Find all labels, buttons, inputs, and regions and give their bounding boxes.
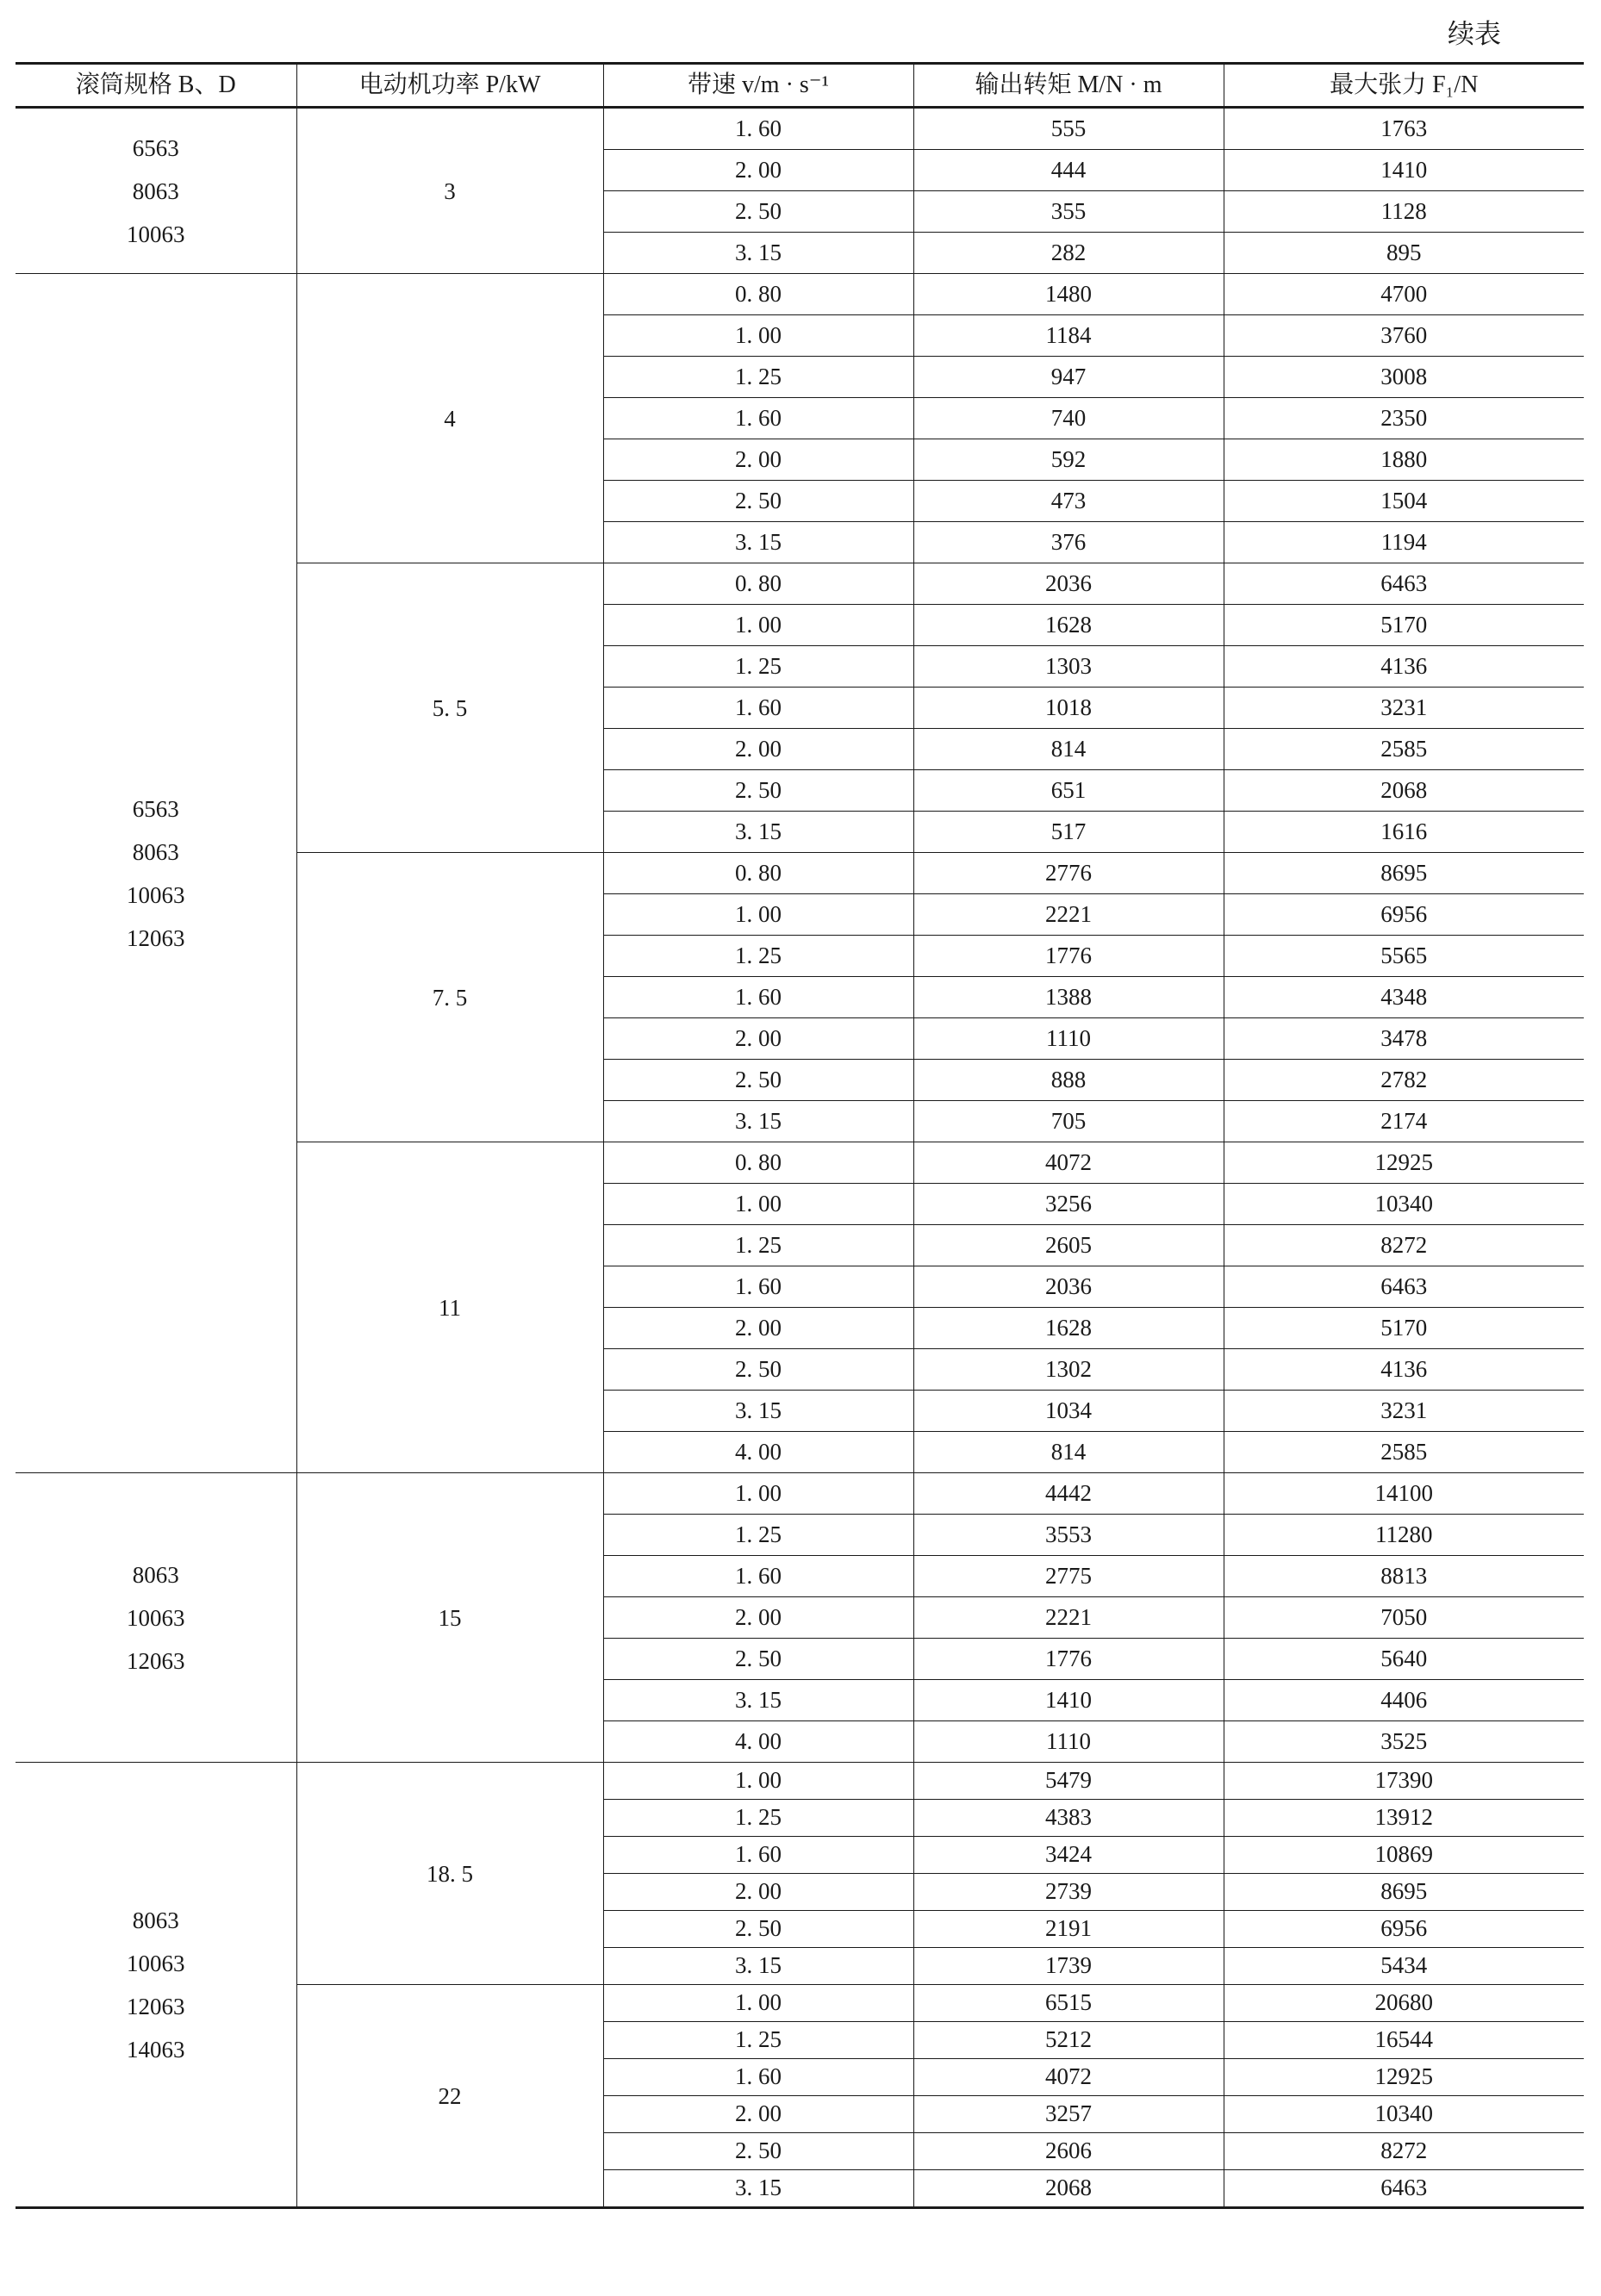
max-tension-cell: 6463 [1224, 2170, 1584, 2208]
max-tension-cell: 5565 [1224, 936, 1584, 977]
belt-speed-cell: 2. 50 [603, 191, 913, 233]
output-torque-cell: 517 [913, 812, 1224, 853]
motor-power-cell: 4 [296, 274, 603, 563]
max-tension-cell: 3760 [1224, 315, 1584, 357]
output-torque-cell: 740 [913, 398, 1224, 439]
motor-power-cell: 15 [296, 1473, 603, 1763]
output-torque-cell: 555 [913, 108, 1224, 150]
max-tension-cell: 7050 [1224, 1597, 1584, 1639]
belt-speed-cell: 3. 15 [603, 1680, 913, 1721]
drum-spec-value: 6563 [132, 795, 179, 822]
max-tension-cell: 4700 [1224, 274, 1584, 315]
max-tension-cell: 5640 [1224, 1639, 1584, 1680]
output-torque-cell: 1776 [913, 1639, 1224, 1680]
belt-speed-cell: 3. 15 [603, 233, 913, 274]
max-tension-cell: 17390 [1224, 1763, 1584, 1800]
output-torque-cell: 2191 [913, 1911, 1224, 1948]
output-torque-cell: 3256 [913, 1184, 1224, 1225]
belt-speed-cell: 1. 00 [603, 1184, 913, 1225]
belt-speed-cell: 0. 80 [603, 563, 913, 605]
belt-speed-cell: 1. 00 [603, 1763, 913, 1800]
max-tension-cell: 1128 [1224, 191, 1584, 233]
output-torque-cell: 814 [913, 1432, 1224, 1473]
max-tension-cell: 2585 [1224, 1432, 1584, 1473]
header-row [16, 64, 1584, 108]
output-torque-cell: 2221 [913, 894, 1224, 936]
belt-speed-cell: 1. 60 [603, 977, 913, 1018]
belt-speed-cell: 1. 60 [603, 108, 913, 150]
max-tension-cell: 8813 [1224, 1556, 1584, 1597]
header-drum-spec: 滚筒规格 B、D [16, 64, 296, 108]
max-tension-cell: 5170 [1224, 1308, 1584, 1349]
belt-speed-cell: 2. 00 [603, 1018, 913, 1060]
output-torque-cell: 1739 [913, 1948, 1224, 1985]
output-torque-cell: 2221 [913, 1597, 1224, 1639]
belt-speed-cell: 2. 00 [603, 2096, 913, 2133]
output-torque-cell: 2606 [913, 2133, 1224, 2170]
max-tension-cell: 10340 [1224, 2096, 1584, 2133]
table-row [16, 1763, 1584, 1800]
max-tension-cell: 1194 [1224, 522, 1584, 563]
max-tension-cell: 6956 [1224, 894, 1584, 936]
belt-speed-cell: 2. 50 [603, 770, 913, 812]
belt-speed-cell: 1. 25 [603, 1225, 913, 1266]
table-row [16, 274, 1584, 315]
output-torque-cell: 444 [913, 150, 1224, 191]
table-body-compact [16, 1763, 1584, 2208]
drum-spec-value: 10063 [127, 1604, 185, 1631]
output-torque-cell: 1480 [913, 274, 1224, 315]
belt-speed-cell: 2. 00 [603, 729, 913, 770]
max-tension-cell: 6956 [1224, 1911, 1584, 1948]
belt-speed-cell: 1. 25 [603, 646, 913, 688]
continued-label: 续表 [1448, 19, 1501, 49]
belt-speed-cell: 1. 25 [603, 2022, 913, 2059]
belt-speed-cell: 0. 80 [603, 853, 913, 894]
drum-spec-value: 12063 [127, 924, 185, 951]
max-tension-cell: 14100 [1224, 1473, 1584, 1515]
output-torque-cell: 3257 [913, 2096, 1224, 2133]
belt-speed-cell: 2. 00 [603, 1308, 913, 1349]
output-torque-cell: 1776 [913, 936, 1224, 977]
belt-speed-cell: 4. 00 [603, 1432, 913, 1473]
motor-power-cell: 18. 5 [296, 1763, 603, 1985]
max-tension-cell: 1616 [1224, 812, 1584, 853]
max-tension-cell: 10340 [1224, 1184, 1584, 1225]
belt-speed-cell: 0. 80 [603, 1142, 913, 1184]
belt-speed-cell: 1. 60 [603, 398, 913, 439]
drum-spec-value: 10063 [127, 1950, 185, 1976]
output-torque-cell: 1628 [913, 1308, 1224, 1349]
output-torque-cell: 1388 [913, 977, 1224, 1018]
output-torque-cell: 4072 [913, 2059, 1224, 2096]
max-tension-cell: 6463 [1224, 563, 1584, 605]
belt-speed-cell: 1. 60 [603, 2059, 913, 2096]
output-torque-cell: 1302 [913, 1349, 1224, 1391]
drum-spec-value: 10063 [127, 881, 185, 908]
belt-speed-cell: 1. 00 [603, 1985, 913, 2022]
max-tension-cell: 1504 [1224, 481, 1584, 522]
belt-speed-cell: 2. 00 [603, 1874, 913, 1911]
max-tension-cell: 1410 [1224, 150, 1584, 191]
belt-speed-cell: 1. 60 [603, 688, 913, 729]
output-torque-cell: 1018 [913, 688, 1224, 729]
output-torque-cell: 3553 [913, 1515, 1224, 1556]
drum-spec-cell [16, 274, 296, 1473]
motor-power-cell: 3 [296, 108, 603, 274]
max-tension-cell: 2350 [1224, 398, 1584, 439]
max-tension-cell: 3008 [1224, 357, 1584, 398]
belt-speed-cell: 2. 50 [603, 2133, 913, 2170]
belt-speed-cell: 0. 80 [603, 274, 913, 315]
max-tension-cell: 3525 [1224, 1721, 1584, 1763]
output-torque-cell: 4442 [913, 1473, 1224, 1515]
output-torque-cell: 4072 [913, 1142, 1224, 1184]
table-row [16, 108, 1584, 150]
drum-spec-value: 14063 [127, 2036, 185, 2063]
drum-spec-table [16, 62, 1584, 2209]
output-torque-cell: 1410 [913, 1680, 1224, 1721]
belt-speed-cell: 2. 00 [603, 150, 913, 191]
output-torque-cell: 947 [913, 357, 1224, 398]
output-torque-cell: 1628 [913, 605, 1224, 646]
max-tension-cell: 4348 [1224, 977, 1584, 1018]
table-body [16, 108, 1584, 1763]
drum-spec-value: 8063 [132, 1907, 179, 1933]
max-tension-cell: 10869 [1224, 1837, 1584, 1874]
belt-speed-cell: 2. 00 [603, 1597, 913, 1639]
belt-speed-cell: 1. 00 [603, 605, 913, 646]
max-tension-cell: 4136 [1224, 1349, 1584, 1391]
max-tension-cell: 16544 [1224, 2022, 1584, 2059]
max-tension-cell: 3231 [1224, 1391, 1584, 1432]
output-torque-cell: 814 [913, 729, 1224, 770]
belt-speed-cell: 1. 25 [603, 936, 913, 977]
motor-power-cell: 5. 5 [296, 563, 603, 853]
max-tension-cell: 8695 [1224, 853, 1584, 894]
output-torque-cell: 1303 [913, 646, 1224, 688]
max-tension-cell: 12925 [1224, 2059, 1584, 2096]
output-torque-cell: 1034 [913, 1391, 1224, 1432]
drum-spec-cell [16, 108, 296, 274]
output-torque-cell: 2775 [913, 1556, 1224, 1597]
belt-speed-cell: 3. 15 [603, 522, 913, 563]
belt-speed-cell: 2. 50 [603, 1911, 913, 1948]
max-tension-cell: 4136 [1224, 646, 1584, 688]
output-torque-cell: 5479 [913, 1763, 1224, 1800]
belt-speed-cell: 2. 50 [603, 481, 913, 522]
belt-speed-cell: 1. 00 [603, 315, 913, 357]
max-tension-cell: 1880 [1224, 439, 1584, 481]
max-tension-cell: 2585 [1224, 729, 1584, 770]
output-torque-cell: 888 [913, 1060, 1224, 1101]
belt-speed-cell: 4. 00 [603, 1721, 913, 1763]
drum-spec-value: 8063 [132, 838, 179, 865]
max-tension-cell: 8695 [1224, 1874, 1584, 1911]
max-tension-cell: 12925 [1224, 1142, 1584, 1184]
belt-speed-cell: 3. 15 [603, 1101, 913, 1142]
max-tension-cell: 11280 [1224, 1515, 1584, 1556]
motor-power-cell: 11 [296, 1142, 603, 1473]
output-torque-cell: 1184 [913, 315, 1224, 357]
drum-spec-cell [16, 1763, 296, 2208]
header-belt-speed: 带速 v/m · s⁻¹ [603, 64, 913, 108]
belt-speed-cell: 2. 50 [603, 1060, 913, 1101]
max-tension-cell: 6463 [1224, 1266, 1584, 1308]
belt-speed-cell: 3. 15 [603, 1948, 913, 1985]
max-tension-cell: 3478 [1224, 1018, 1584, 1060]
motor-power-cell: 22 [296, 1985, 603, 2208]
max-tension-cell: 8272 [1224, 1225, 1584, 1266]
max-tension-cell: 2068 [1224, 770, 1584, 812]
header-max-tension: 最大张力 F₁/N [1224, 64, 1584, 108]
motor-power-cell: 7. 5 [296, 853, 603, 1142]
drum-spec-value: 6563 [132, 134, 179, 161]
belt-speed-cell: 1. 00 [603, 894, 913, 936]
max-tension-cell: 20680 [1224, 1985, 1584, 2022]
drum-spec-value: 8063 [132, 177, 179, 204]
output-torque-cell: 355 [913, 191, 1224, 233]
max-tension-cell: 4406 [1224, 1680, 1584, 1721]
belt-speed-cell: 1. 60 [603, 1266, 913, 1308]
output-torque-cell: 2739 [913, 1874, 1224, 1911]
output-torque-cell: 4383 [913, 1800, 1224, 1837]
table-header [16, 64, 1584, 108]
belt-speed-cell: 1. 25 [603, 1800, 913, 1837]
belt-speed-cell: 1. 60 [603, 1556, 913, 1597]
output-torque-cell: 2605 [913, 1225, 1224, 1266]
max-tension-cell: 895 [1224, 233, 1584, 274]
belt-speed-cell: 1. 25 [603, 357, 913, 398]
max-tension-cell: 5170 [1224, 605, 1584, 646]
output-torque-cell: 2036 [913, 1266, 1224, 1308]
header-output-torque: 输出转矩 M/N · m [913, 64, 1224, 108]
belt-speed-cell: 2. 00 [603, 439, 913, 481]
belt-speed-cell: 2. 50 [603, 1639, 913, 1680]
table-row [16, 1473, 1584, 1515]
drum-spec-value: 10063 [127, 221, 185, 247]
drum-spec-value: 8063 [132, 1561, 179, 1588]
belt-speed-cell: 3. 15 [603, 2170, 913, 2208]
output-torque-cell: 1110 [913, 1721, 1224, 1763]
output-torque-cell: 592 [913, 439, 1224, 481]
max-tension-cell: 2174 [1224, 1101, 1584, 1142]
output-torque-cell: 1110 [913, 1018, 1224, 1060]
belt-speed-cell: 1. 25 [603, 1515, 913, 1556]
output-torque-cell: 2068 [913, 2170, 1224, 2208]
max-tension-cell: 1763 [1224, 108, 1584, 150]
belt-speed-cell: 3. 15 [603, 1391, 913, 1432]
output-torque-cell: 705 [913, 1101, 1224, 1142]
belt-speed-cell: 2. 50 [603, 1349, 913, 1391]
output-torque-cell: 651 [913, 770, 1224, 812]
output-torque-cell: 2036 [913, 563, 1224, 605]
output-torque-cell: 2776 [913, 853, 1224, 894]
belt-speed-cell: 1. 60 [603, 1837, 913, 1874]
output-torque-cell: 282 [913, 233, 1224, 274]
belt-speed-cell: 3. 15 [603, 812, 913, 853]
belt-speed-cell: 1. 00 [603, 1473, 913, 1515]
header-motor-power: 电动机功率 P/kW [296, 64, 603, 108]
drum-spec-cell [16, 1473, 296, 1763]
output-torque-cell: 3424 [913, 1837, 1224, 1874]
max-tension-cell: 8272 [1224, 2133, 1584, 2170]
max-tension-cell: 3231 [1224, 688, 1584, 729]
drum-spec-value: 12063 [127, 1647, 185, 1674]
max-tension-cell: 5434 [1224, 1948, 1584, 1985]
max-tension-cell: 13912 [1224, 1800, 1584, 1837]
drum-spec-value: 12063 [127, 1993, 185, 2019]
output-torque-cell: 5212 [913, 2022, 1224, 2059]
output-torque-cell: 6515 [913, 1985, 1224, 2022]
output-torque-cell: 473 [913, 481, 1224, 522]
max-tension-cell: 2782 [1224, 1060, 1584, 1101]
output-torque-cell: 376 [913, 522, 1224, 563]
